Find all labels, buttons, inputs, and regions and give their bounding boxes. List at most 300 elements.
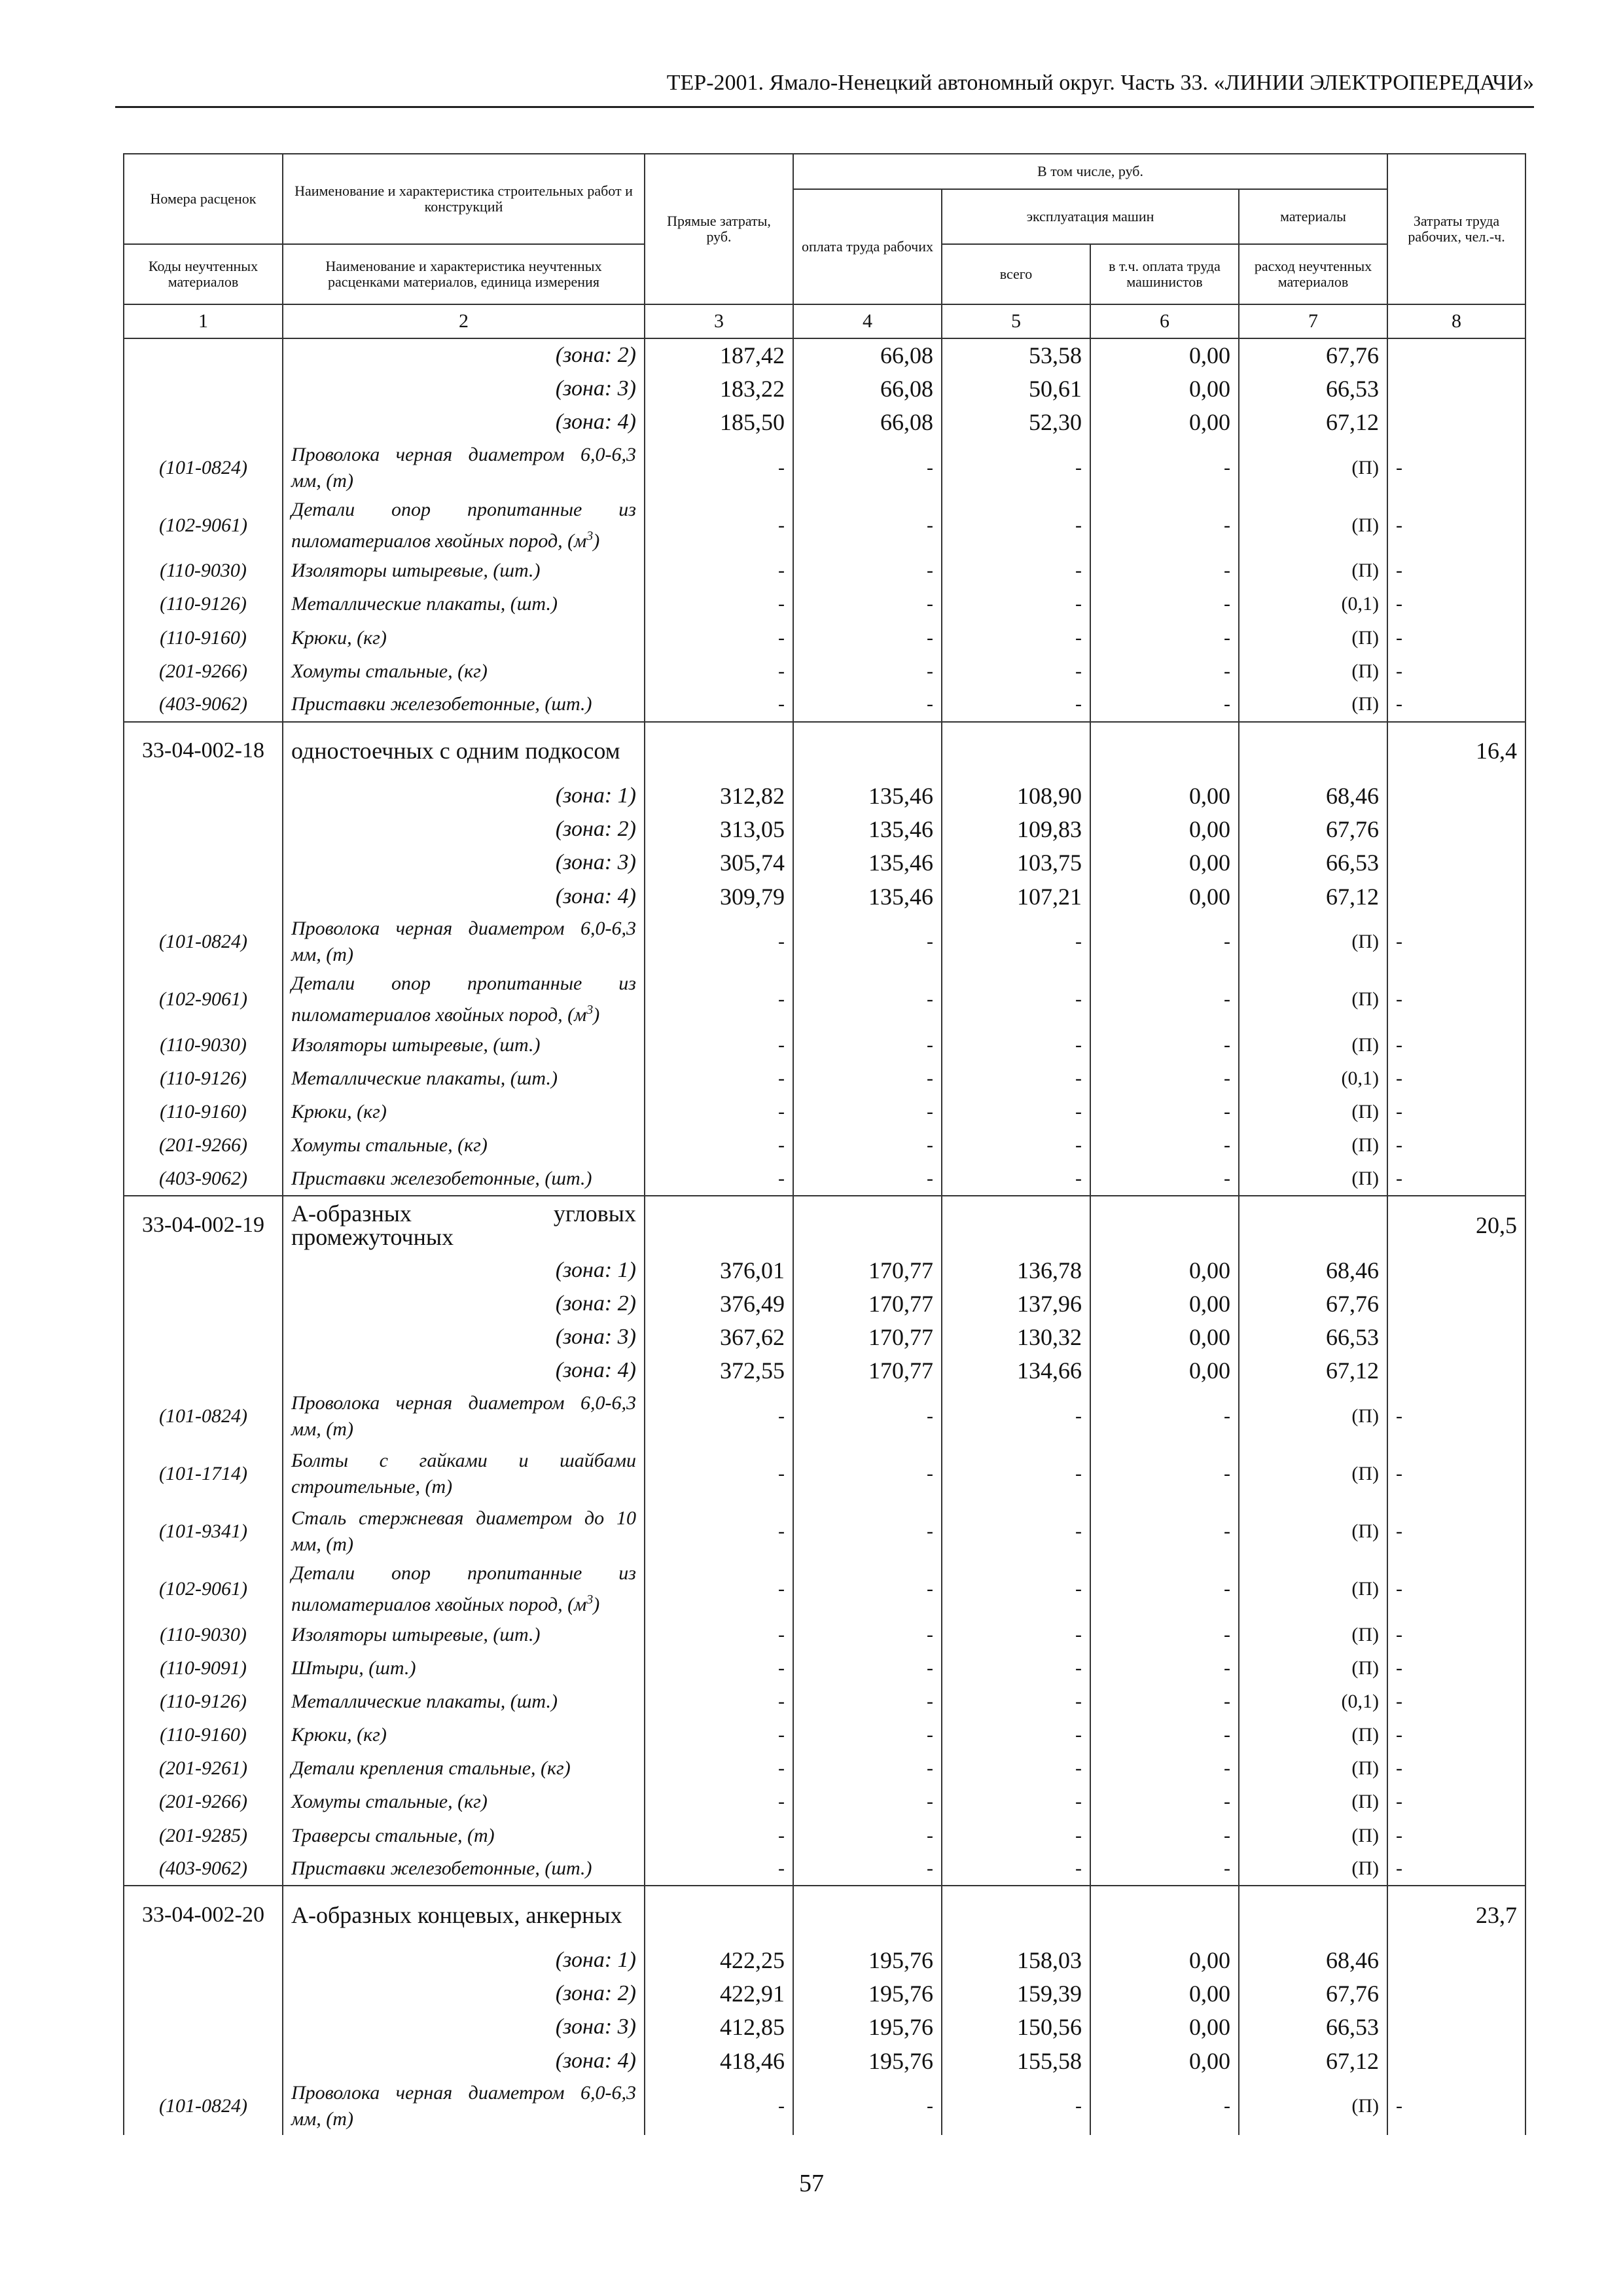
table-cell: - [1090, 1819, 1239, 1852]
table-cell: - [793, 439, 942, 497]
col-number: 1 [124, 304, 283, 338]
table-cell [1387, 813, 1525, 846]
table-cell: - [1090, 1388, 1239, 1445]
material-name: Изоляторы штыревые, (шт.) [283, 554, 645, 588]
cost-value: 134,66 [942, 1354, 1090, 1388]
cost-value: 67,76 [1239, 338, 1387, 372]
table-cell: - [793, 2077, 942, 2135]
document-title: ТЕР-2001. Ямало-Ненецкий автономный округ. Часть 33. «ЛИНИИ ЭЛЕКТРОПЕРЕДАЧИ» [666, 71, 1534, 95]
cost-value: 305,74 [645, 846, 793, 880]
material-name: Проволока черная диаметром 6,0-6,3 мм, (т) [283, 913, 645, 971]
table-cell: - [793, 1685, 942, 1718]
cost-value: 376,49 [645, 1287, 793, 1320]
table-header [124, 154, 1525, 338]
table-cell [1239, 1196, 1387, 1253]
cost-value: 107,21 [942, 880, 1090, 913]
col-number: 2 [283, 304, 645, 338]
text: Детали опор пропитанные из пиломатериалов хвойных пород, (м [291, 1562, 636, 1615]
zone-label: (зона: 2) [283, 1287, 645, 1320]
table-cell: - [645, 1162, 793, 1196]
table-cell [645, 1196, 793, 1253]
cost-value: 67,76 [1239, 1287, 1387, 1320]
table-cell: - [645, 1618, 793, 1651]
table-cell [124, 846, 283, 880]
material-row [124, 913, 1525, 971]
table-cell: - [1090, 1096, 1239, 1129]
column-number-row [124, 304, 1525, 338]
cost-value: 312,82 [645, 780, 793, 813]
table-cell: - [1387, 2077, 1525, 2135]
material-name: Детали крепления стальные, (кг) [283, 1752, 645, 1785]
table-cell: (0,1) [1239, 1062, 1387, 1095]
rate-code: 33-04-002-20 [124, 1886, 283, 1943]
material-row [124, 1785, 1525, 1819]
zone-label: (зона: 2) [283, 1977, 645, 2011]
table-cell: - [1090, 1618, 1239, 1651]
table-cell: - [645, 621, 793, 655]
table-cell: - [1090, 1503, 1239, 1560]
rate-title-row [124, 722, 1525, 780]
material-code: (102-9061) [124, 971, 283, 1028]
material-row [124, 1819, 1525, 1852]
table-cell: - [645, 688, 793, 721]
table-cell: (П) [1239, 497, 1387, 554]
table-cell [124, 780, 283, 813]
cost-value: 135,46 [793, 846, 942, 880]
table-cell [124, 813, 283, 846]
material-name: Крюки, (кг) [283, 1096, 645, 1129]
table-cell: - [793, 688, 942, 721]
table-cell: (П) [1239, 1028, 1387, 1062]
cost-value: 412,85 [645, 2011, 793, 2044]
zone-label: (зона: 3) [283, 2011, 645, 2044]
cost-value: 187,42 [645, 338, 793, 372]
table-cell: - [942, 588, 1090, 621]
col-wages-header: оплата труда рабочих [793, 189, 942, 304]
zone-row [124, 1321, 1525, 1354]
table-cell: - [1387, 1162, 1525, 1196]
zone-row [124, 1287, 1525, 1320]
table-cell [283, 971, 645, 1028]
material-row [124, 1618, 1525, 1651]
material-code: (110-9160) [124, 1096, 283, 1129]
text: 3 [586, 528, 594, 543]
cost-value: 376,01 [645, 1253, 793, 1287]
table-cell: - [645, 1819, 793, 1852]
page-number: 57 [799, 2170, 824, 2197]
table-cell [1387, 2011, 1525, 2044]
table-cell: - [793, 621, 942, 655]
table-cell: - [942, 1028, 1090, 1062]
table-cell: - [942, 1618, 1090, 1651]
col-number: 4 [793, 304, 942, 338]
table-cell: - [645, 588, 793, 621]
table-cell: - [1387, 1651, 1525, 1685]
table-cell: - [942, 1852, 1090, 1886]
table-cell: - [942, 439, 1090, 497]
table-cell: - [1090, 439, 1239, 497]
table-cell [1387, 1253, 1525, 1287]
material-code: (403-9062) [124, 1162, 283, 1196]
col-number: 6 [1090, 304, 1239, 338]
cost-value: 422,25 [645, 1943, 793, 1977]
table-cell: - [1387, 1388, 1525, 1445]
table-cell: - [793, 1819, 942, 1852]
table-cell: - [645, 1685, 793, 1718]
material-code: (101-0824) [124, 1388, 283, 1445]
table-cell: (0,1) [1239, 1685, 1387, 1718]
cost-value: 68,46 [1239, 1943, 1387, 1977]
table-cell: - [1387, 971, 1525, 1028]
material-code: (403-9062) [124, 1852, 283, 1886]
cost-value: 66,53 [1239, 2011, 1387, 2044]
cost-value: 0,00 [1090, 780, 1239, 813]
labor-value: 23,7 [1387, 1886, 1525, 1943]
table-cell: - [1387, 621, 1525, 655]
cost-value: 67,76 [1239, 1977, 1387, 2011]
table-cell: - [793, 1445, 942, 1503]
table-cell [124, 1943, 283, 1977]
table-cell: (П) [1239, 1096, 1387, 1129]
table-cell: - [942, 2077, 1090, 2135]
cost-value: 68,46 [1239, 780, 1387, 813]
table-cell: - [793, 554, 942, 588]
table-cell: (П) [1239, 1719, 1387, 1752]
rate-title-row [124, 1886, 1525, 1943]
col-number: 8 [1387, 304, 1525, 338]
material-name: Изоляторы штыревые, (шт.) [283, 1028, 645, 1062]
material-row [124, 1162, 1525, 1196]
cost-value: 68,46 [1239, 1253, 1387, 1287]
table-cell: (П) [1239, 1503, 1387, 1560]
material-row [124, 1129, 1525, 1162]
col-codes-header: Номера расценок [124, 154, 283, 244]
zone-row [124, 2011, 1525, 2044]
table-cell: (П) [1239, 1651, 1387, 1685]
cost-value: 66,08 [793, 338, 942, 372]
cost-value: 66,53 [1239, 372, 1387, 405]
material-code: (110-9091) [124, 1651, 283, 1685]
table-cell [1387, 1354, 1525, 1388]
material-code: (201-9261) [124, 1752, 283, 1785]
table-cell: (П) [1239, 2077, 1387, 2135]
cost-value: 170,77 [793, 1253, 942, 1287]
zone-row [124, 2044, 1525, 2077]
col-machines-wages-header: в т.ч. оплата труда машинистов [1090, 244, 1239, 304]
table-cell: - [1387, 554, 1525, 588]
cost-value: 367,62 [645, 1321, 793, 1354]
table-cell: - [1387, 1852, 1525, 1886]
material-row [124, 1445, 1525, 1503]
text: Детали опор пропитанные из пиломатериалов хвойных пород, (м [291, 973, 636, 1026]
table-cell: - [1090, 1651, 1239, 1685]
table-cell [124, 1321, 283, 1354]
page-header [115, 68, 1534, 108]
cost-value: 108,90 [942, 780, 1090, 813]
zone-label: (зона: 4) [283, 2044, 645, 2077]
table-cell: - [1387, 1785, 1525, 1819]
table-cell [1387, 372, 1525, 405]
table-cell: - [793, 1852, 942, 1886]
table-cell: - [1387, 1062, 1525, 1095]
material-code: (101-0824) [124, 913, 283, 971]
cost-value: 170,77 [793, 1287, 942, 1320]
table-cell: (П) [1239, 1388, 1387, 1445]
cost-value: 103,75 [942, 846, 1090, 880]
table-cell: - [793, 1129, 942, 1162]
cost-value: 66,53 [1239, 1321, 1387, 1354]
table-cell [1387, 2044, 1525, 2077]
zone-row [124, 405, 1525, 439]
cost-value: 67,12 [1239, 2044, 1387, 2077]
table-cell [124, 2044, 283, 2077]
table-cell: - [1387, 655, 1525, 688]
zone-row [124, 1977, 1525, 2011]
table-cell: - [793, 1062, 942, 1095]
cost-value: 185,50 [645, 405, 793, 439]
zone-row [124, 1943, 1525, 1977]
table-cell: - [645, 497, 793, 554]
cost-value: 50,61 [942, 372, 1090, 405]
material-name: Металлические плакаты, (шт.) [283, 1062, 645, 1095]
material-code: (110-9160) [124, 1719, 283, 1752]
material-row [124, 655, 1525, 688]
col-number: 5 [942, 304, 1090, 338]
table-cell [942, 1886, 1090, 1943]
table-cell [1387, 846, 1525, 880]
cost-value: 53,58 [942, 338, 1090, 372]
zone-row [124, 338, 1525, 372]
table-cell: (П) [1239, 688, 1387, 721]
table-cell: - [793, 1785, 942, 1819]
table-cell: - [1090, 1162, 1239, 1196]
rate-code: 33-04-002-18 [124, 722, 283, 780]
cost-value: 0,00 [1090, 1321, 1239, 1354]
table-cell: (П) [1239, 1819, 1387, 1852]
table-cell [1239, 722, 1387, 780]
zone-label: (зона: 4) [283, 405, 645, 439]
text: Детали опор пропитанные из пиломатериалов хвойных пород, (м [291, 498, 636, 552]
cost-value: 66,53 [1239, 846, 1387, 880]
table-cell: (П) [1239, 1560, 1387, 1618]
cost-value: 159,39 [942, 1977, 1090, 2011]
table-cell [645, 722, 793, 780]
table-cell: - [1387, 688, 1525, 721]
material-code: (101-0824) [124, 2077, 283, 2135]
table-cell: - [1090, 655, 1239, 688]
cost-value: 158,03 [942, 1943, 1090, 1977]
table-cell: - [1090, 971, 1239, 1028]
zone-row [124, 1354, 1525, 1388]
table-cell [1387, 338, 1525, 372]
table-cell [1387, 405, 1525, 439]
cost-value: 170,77 [793, 1354, 942, 1388]
material-row [124, 1752, 1525, 1785]
material-row [124, 1852, 1525, 1886]
table-cell: - [793, 1028, 942, 1062]
col-direct-header: Прямые затраты, руб. [645, 154, 793, 304]
cost-value: 0,00 [1090, 1354, 1239, 1388]
table-cell: - [942, 1162, 1090, 1196]
cost-value: 67,76 [1239, 813, 1387, 846]
zone-label: (зона: 3) [283, 1321, 645, 1354]
material-name: Хомуты стальные, (кг) [283, 655, 645, 688]
table-cell [1090, 722, 1239, 780]
table-cell: - [1387, 1819, 1525, 1852]
table-cell: - [1387, 1096, 1525, 1129]
material-name: Крюки, (кг) [283, 1719, 645, 1752]
table-cell: - [942, 1096, 1090, 1129]
table-cell: - [1090, 2077, 1239, 2135]
material-code: (101-1714) [124, 1445, 283, 1503]
table-cell [124, 372, 283, 405]
material-name: Проволока черная диаметром 6,0-6,3 мм, (т) [283, 439, 645, 497]
cost-value: 130,32 [942, 1321, 1090, 1354]
col-number: 7 [1239, 304, 1387, 338]
zone-row [124, 813, 1525, 846]
cost-value: 137,96 [942, 1287, 1090, 1320]
zone-label: (зона: 1) [283, 1253, 645, 1287]
table-cell: - [645, 1062, 793, 1095]
table-cell: - [793, 913, 942, 971]
material-code: (110-9126) [124, 588, 283, 621]
labor-value: 20,5 [1387, 1196, 1525, 1253]
table-cell [124, 1977, 283, 2011]
table-cell: - [645, 655, 793, 688]
table-cell [124, 1287, 283, 1320]
zone-label: (зона: 3) [283, 372, 645, 405]
table-cell: - [942, 971, 1090, 1028]
col-number: 3 [645, 304, 793, 338]
zone-row [124, 780, 1525, 813]
material-name: Металлические плакаты, (шт.) [283, 1685, 645, 1718]
table-cell [124, 338, 283, 372]
table-body [124, 338, 1525, 2135]
table-cell [1387, 880, 1525, 913]
cost-value: 109,83 [942, 813, 1090, 846]
table-cell: - [942, 621, 1090, 655]
material-code: (110-9030) [124, 554, 283, 588]
cost-value: 0,00 [1090, 405, 1239, 439]
material-row [124, 1062, 1525, 1095]
cost-value: 195,76 [793, 2044, 942, 2077]
zone-label: (зона: 2) [283, 813, 645, 846]
table-cell [124, 880, 283, 913]
table-cell [1387, 1977, 1525, 2011]
cost-value: 0,00 [1090, 372, 1239, 405]
table-cell: - [793, 1162, 942, 1196]
table-cell: - [645, 913, 793, 971]
table-cell: - [793, 1618, 942, 1651]
cost-value: 170,77 [793, 1321, 942, 1354]
material-name: Проволока черная диаметром 6,0-6,3 мм, (т) [283, 1388, 645, 1445]
table-cell: (П) [1239, 439, 1387, 497]
table-cell: - [942, 1388, 1090, 1445]
table-cell [1387, 1287, 1525, 1320]
material-row [124, 1685, 1525, 1718]
zone-label: (зона: 4) [283, 1354, 645, 1388]
material-code: (201-9266) [124, 1129, 283, 1162]
table-cell: - [645, 1852, 793, 1886]
table-cell: - [942, 1062, 1090, 1095]
table-cell: - [1090, 913, 1239, 971]
table-cell: - [1090, 497, 1239, 554]
table-cell: - [1387, 1560, 1525, 1618]
zone-label: (зона: 1) [283, 1943, 645, 1977]
col-materials-header: материалы [1239, 189, 1387, 244]
cost-value: 66,08 [793, 405, 942, 439]
table-cell: (П) [1239, 1752, 1387, 1785]
cost-value: 67,12 [1239, 405, 1387, 439]
text: ) [593, 1004, 600, 1026]
table-cell: - [793, 1752, 942, 1785]
cost-value: 195,76 [793, 1977, 942, 2011]
zone-label: (зона: 1) [283, 780, 645, 813]
table-cell: - [1387, 1503, 1525, 1560]
table-cell: - [1387, 497, 1525, 554]
table-cell: - [1090, 1445, 1239, 1503]
material-row [124, 621, 1525, 655]
text: ) [593, 1593, 600, 1615]
material-name: Приставки железобетонные, (шт.) [283, 1852, 645, 1886]
table-cell: - [645, 1445, 793, 1503]
material-name: Болты с гайками и шайбами строительные, (т) [283, 1445, 645, 1503]
zone-label: (зона: 2) [283, 338, 645, 372]
material-code: (201-9266) [124, 1785, 283, 1819]
table-cell [942, 722, 1090, 780]
material-code: (403-9062) [124, 688, 283, 721]
table-cell: (П) [1239, 621, 1387, 655]
col-labor-header: Затраты труда рабочих, чел.-ч. [1387, 154, 1525, 304]
material-row [124, 439, 1525, 497]
table-cell: - [942, 1719, 1090, 1752]
col-machines-total-header: всего [942, 244, 1090, 304]
table-cell: - [1090, 1752, 1239, 1785]
price-table [123, 153, 1526, 2135]
material-row [124, 497, 1525, 554]
table-cell: - [645, 1651, 793, 1685]
table-cell: - [793, 655, 942, 688]
table-cell: - [942, 913, 1090, 971]
table-cell: - [645, 1503, 793, 1560]
material-row [124, 588, 1525, 621]
table-cell: - [942, 1685, 1090, 1718]
zone-row [124, 846, 1525, 880]
table-cell: - [645, 971, 793, 1028]
table-cell: (П) [1239, 554, 1387, 588]
table-cell: (П) [1239, 1129, 1387, 1162]
table-cell: - [645, 554, 793, 588]
table-cell: - [793, 497, 942, 554]
table-cell: - [1090, 621, 1239, 655]
material-name: Изоляторы штыревые, (шт.) [283, 1618, 645, 1651]
table-cell: - [1387, 588, 1525, 621]
table-cell: - [1090, 1785, 1239, 1819]
material-code: (101-0824) [124, 439, 283, 497]
table-cell: - [942, 554, 1090, 588]
cost-value: 195,76 [793, 1943, 942, 1977]
cost-value: 0,00 [1090, 813, 1239, 846]
material-code: (201-9266) [124, 655, 283, 688]
cost-value: 372,55 [645, 1354, 793, 1388]
material-row [124, 1651, 1525, 1685]
table-cell: - [645, 439, 793, 497]
table-cell: (П) [1239, 655, 1387, 688]
material-code: (201-9285) [124, 1819, 283, 1852]
material-code: (102-9061) [124, 497, 283, 554]
table-cell: - [1090, 1028, 1239, 1062]
table-cell [1239, 1886, 1387, 1943]
